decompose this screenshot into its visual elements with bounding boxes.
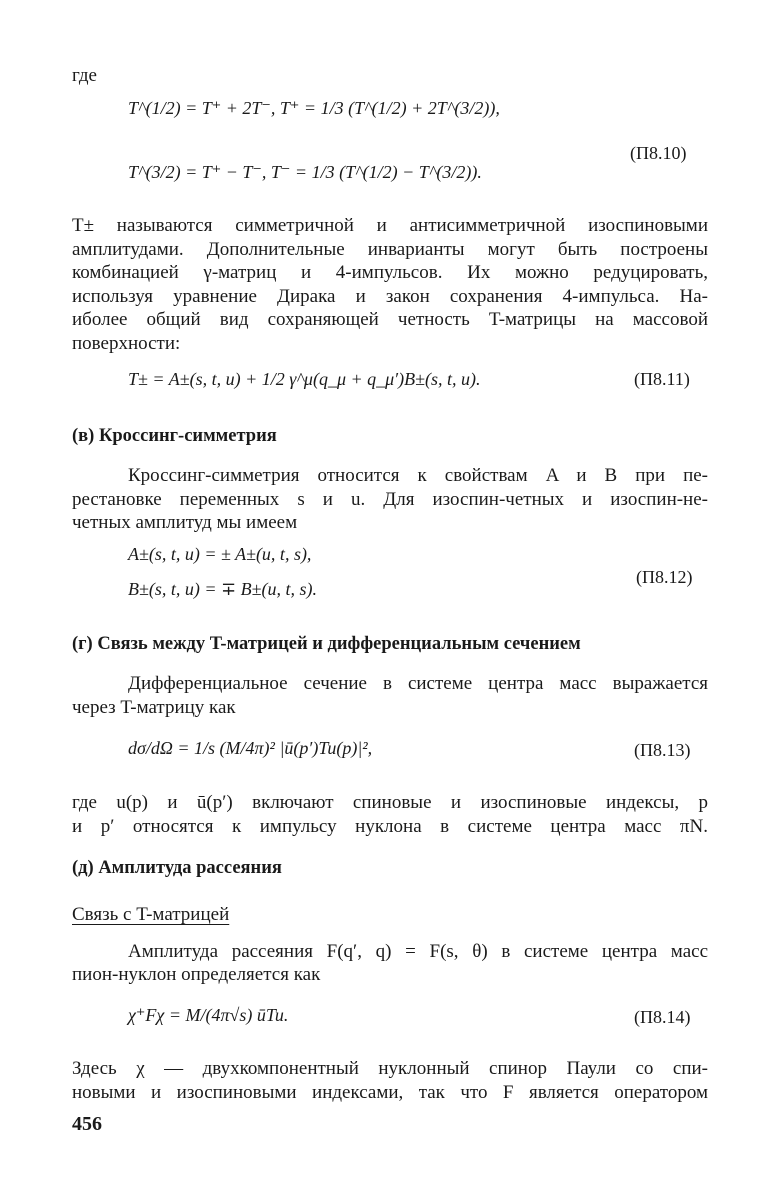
subsection-title: Связь с T-матрицей	[72, 904, 230, 925]
paragraph-line: комбинацией γ-матриц и 4-импульсов. Их можно редуцировать,	[72, 262, 708, 283]
section-heading-d	[72, 858, 282, 879]
equation-number-p8-12: (П8.12)	[636, 567, 693, 587]
paragraph-line: Кроссинг-симметрия относится к свойствам A и B при пе-	[128, 465, 708, 486]
paragraph-line: используя уравнение Дирака и закон сохранения 4-импульса. На-	[72, 286, 708, 307]
paragraph-line: рестановке переменных s и u. Для изоспин-четных и изоспин-не-	[72, 489, 708, 510]
paragraph-line: и p′ относятся к импульсу нуклона в системе центра масс πN.	[72, 816, 708, 837]
paragraph-line: четных амплитуд мы имеем	[72, 512, 298, 533]
paragraph-line: где u(p) и ū(p′) включают спиновые и изоспиновые индексы, p	[72, 792, 708, 813]
section-marker: (г)	[72, 634, 93, 654]
page-number: 456	[72, 1113, 102, 1135]
paragraph-line: T± называются симметричной и антисимметричной изоспиновыми	[72, 215, 708, 236]
equation-p8-10-line1: T^(1/2) = T⁺ + 2T⁻, T⁺ = 1/3 (T^(1/2) + 2T^(3/2)),	[128, 98, 500, 118]
paragraph-line: амплитудами. Дополнительные инварианты могут быть построены	[72, 239, 708, 260]
equation-p8-12-line1: A±(s, t, u) = ± A±(u, t, s),	[128, 544, 312, 564]
paragraph-line: через T-матрицу как	[72, 697, 236, 718]
paragraph-line: Здесь χ — двухкомпонентный нуклонный спинор Паули со спи-	[72, 1058, 708, 1079]
section-title: Амплитуда рассеяния	[98, 858, 282, 878]
section-marker: (д)	[72, 858, 94, 878]
equation-p8-10-line2: T^(3/2) = T⁺ − T⁻, T⁻ = 1/3 (T^(1/2) − T^(3/2)).	[128, 162, 482, 182]
equation-number-p8-14: (П8.14)	[634, 1007, 691, 1027]
paragraph-line: поверхности:	[72, 333, 181, 354]
equation-number-p8-10: (П8.10)	[630, 143, 687, 163]
equation-p8-11: T± = A±(s, t, u) + 1/2 γ^μ(q_μ + q_μ′)B±(s, t, u).	[128, 369, 481, 389]
equation-number-p8-13: (П8.13)	[634, 740, 691, 760]
paragraph-line: иболее общий вид сохраняющей четность T-матрицы на массовой	[72, 309, 708, 330]
paragraph-line: пион-нуклон определяется как	[72, 964, 321, 985]
equation-p8-12-line2: B±(s, t, u) = ∓ B±(u, t, s).	[128, 579, 317, 599]
equation-number-p8-11: (П8.11)	[634, 369, 690, 389]
section-heading-v	[72, 426, 277, 447]
paragraph-line: Дифференциальное сечение в системе центра масс выражается	[128, 673, 708, 694]
section-title: Связь между T-матрицей и дифференциальным сечением	[97, 634, 581, 654]
section-heading-g	[72, 634, 581, 655]
paragraph-line: новыми и изоспиновыми индексами, так что F является оператором	[72, 1082, 708, 1103]
section-marker: (в)	[72, 426, 95, 446]
equation-p8-13: dσ/dΩ = 1/s (M/4π)² |ū(p′)Tu(p)|²,	[128, 738, 373, 758]
section-title: Кроссинг-симметрия	[98, 426, 277, 446]
equation-p8-14: χ⁺Fχ = M/(4π√s) ūTu.	[128, 1005, 289, 1025]
paragraph-line: Амплитуда рассеяния F(q′, q) = F(s, θ) в системе центра масс	[128, 941, 708, 962]
intro-word: где	[72, 65, 97, 86]
